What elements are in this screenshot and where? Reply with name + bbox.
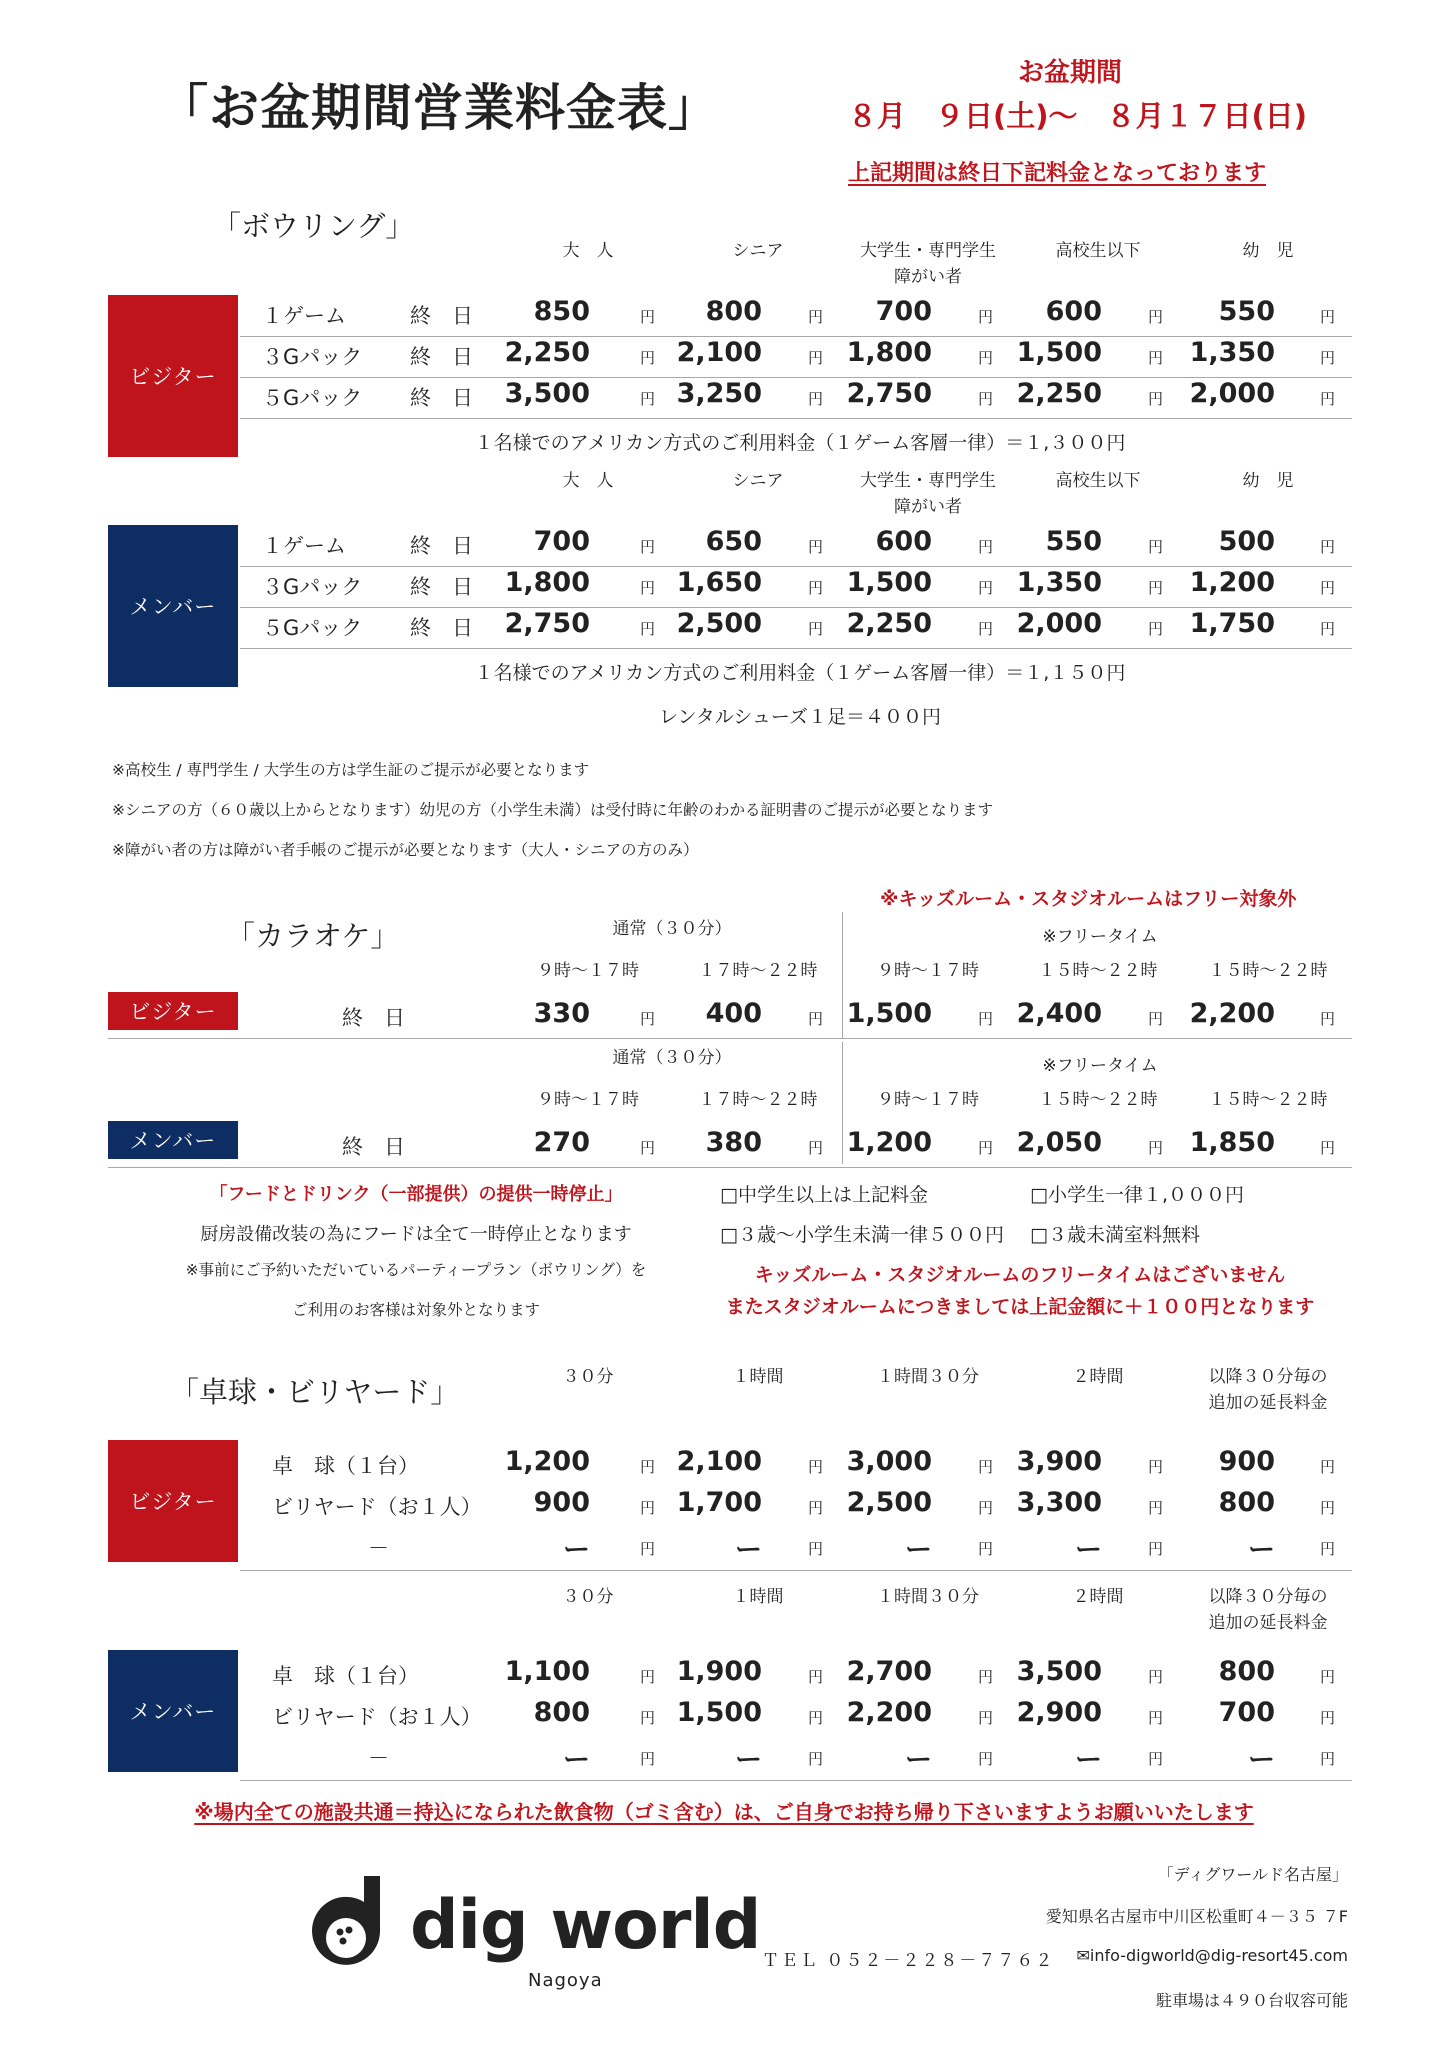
price-value: 900 [533,1487,590,1518]
yen-unit: 円 [1148,1139,1164,1157]
yen-unit: 円 [808,1139,824,1157]
price-value: 2,500 [846,1487,932,1518]
yen-unit: 円 [1320,390,1336,408]
yen-unit: 円 [640,579,656,597]
price-value: ー [735,1535,762,1566]
time-header: １７時～２２時 [698,961,818,981]
column-header: 大 人 [562,241,614,261]
yen-unit: 円 [1148,349,1164,367]
row-name: 卓 球（１台） [272,1454,419,1478]
yen-unit: 円 [978,579,994,597]
yen-unit: 円 [808,620,824,638]
billiards-title: 「卓球・ビリヤード」 [170,1375,460,1409]
karaoke-free-note: ※キッズルーム・スタジオルームはフリー対象外 [880,888,1297,910]
yen-unit: 円 [1320,1139,1336,1157]
yen-unit: 円 [1148,1668,1164,1686]
row-time: 終 日 [342,1006,405,1030]
free-label: ※フリータイム [1042,927,1158,947]
yen-unit: 円 [1148,1750,1164,1768]
price-value: 650 [705,526,762,557]
period-note: 上記期間は終日下記料金となっております [848,161,1267,186]
column-header: 以降３０分毎の 追加の延長料金 [1208,1367,1328,1413]
column-header: シニア [732,241,784,261]
check-under3: □３歳未満室料無料 [1030,1224,1200,1246]
yen-unit: 円 [808,349,824,367]
yen-unit: 円 [978,1010,994,1028]
price-value: 1,500 [846,998,932,1029]
price-value: 1,100 [504,1656,590,1687]
yen-unit: 円 [1320,1458,1336,1476]
price-value: ー [1075,1745,1102,1776]
column-header: 高校生以下 [1055,241,1141,261]
row-name: ビリヤード（お１人） [272,1705,482,1729]
yen-unit: 円 [978,1499,994,1517]
price-value: 2,100 [676,337,762,368]
price-value: 800 [533,1697,590,1728]
yen-unit: 円 [1320,579,1336,597]
price-value: 2,250 [1016,378,1102,409]
yen-unit: 円 [1148,579,1164,597]
yen-unit: 円 [640,1458,656,1476]
price-value: 800 [1218,1487,1275,1518]
price-value: 1,850 [1189,1127,1275,1158]
yen-unit: 円 [640,390,656,408]
bowling-note-2: ※シニアの方（６０歳以上からとなります）幼児の方（小学生未満）は受付時に年齢のわかる証明書のご提示が必要となります [112,801,993,819]
row-time: 終 日 [410,575,473,599]
column-header: ２時間 [1072,1367,1124,1387]
time-header: １７時～２２時 [698,1090,818,1110]
normal-label: 通常（３０分） [612,919,732,939]
yen-unit: 円 [978,1750,994,1768]
page-title: 「お盆期間営業料金表」 [158,79,719,137]
price-value: 2,750 [504,608,590,639]
bowling-note-1: ※高校生 / 専門学生 / 大学生の方は学生証のご提示が必要となります [112,761,590,779]
period-dates: ８月 ９日(土)～ ８月１７日(日) [848,99,1308,133]
price-value: 2,050 [1016,1127,1102,1158]
yen-unit: 円 [1320,620,1336,638]
column-header: 以降３０分毎の 追加の延長料金 [1208,1587,1328,1633]
yen-unit: 円 [808,1010,824,1028]
price-value: 600 [1045,296,1102,327]
row-name: １ゲーム [262,534,346,558]
yen-unit: 円 [808,538,824,556]
row-divider [240,1780,1352,1781]
yen-unit: 円 [640,538,656,556]
bowling-note-3: ※障がい者の方は障がい者手帳のご提示が必要となります（大人・シニアの方のみ） [112,841,699,859]
yen-unit: 円 [1320,349,1336,367]
yen-unit: 円 [1148,620,1164,638]
row-time: 終 日 [410,616,473,640]
row-name: 卓 球（１台） [272,1664,419,1688]
price-value: 2,200 [846,1697,932,1728]
column-header: 幼 児 [1242,241,1294,261]
price-value: 3,500 [504,378,590,409]
price-value: 2,000 [1016,608,1102,639]
column-header: 大学生・専門学生 障がい者 [860,471,996,517]
row-name: ビリヤード（お１人） [272,1495,482,1519]
price-value: 3,000 [846,1446,932,1477]
column-header: ３０分 [562,1367,614,1387]
yen-unit: 円 [808,579,824,597]
yen-unit: 円 [1320,1709,1336,1727]
price-value: 850 [533,296,590,327]
yen-unit: 円 [978,349,994,367]
yen-unit: 円 [1148,1458,1164,1476]
yen-unit: 円 [640,1709,656,1727]
price-value: 1,700 [676,1487,762,1518]
row-time: 終 日 [342,1135,405,1159]
yen-unit: 円 [1148,1540,1164,1558]
price-value: ー [1075,1535,1102,1566]
yen-unit: 円 [808,390,824,408]
price-value: ー [905,1745,932,1776]
price-value: 700 [533,526,590,557]
time-header: ９時～１７時 [537,1090,639,1110]
bowling-visitor-american: １名様でのアメリカン方式のご利用料金（１ゲーム客層一律）＝１,３００円 [474,432,1126,454]
price-value: ー [563,1745,590,1776]
yen-unit: 円 [1148,1010,1164,1028]
price-value: 1,900 [676,1656,762,1687]
yen-unit: 円 [808,1540,824,1558]
contact-address: 愛知県名古屋市中川区松重町４－３５ ７F [1045,1907,1348,1926]
yen-unit: 円 [808,308,824,326]
yen-unit: 円 [640,349,656,367]
rental-shoes: レンタルシューズ１足＝４００円 [659,706,941,728]
yen-unit: 円 [978,620,994,638]
logo-name: dig world [410,1886,761,1965]
billiards-member-badge: メンバー [108,1650,238,1772]
karaoke-member-badge: メンバー [108,1121,238,1159]
row-name: ３Gパック [262,575,363,599]
price-value: 330 [533,998,590,1029]
food-line-1: 厨房設備改装の為にフードは全て一時停止となります [200,1224,632,1245]
price-value: ー [905,1535,932,1566]
row-time: 終 日 [410,534,473,558]
yen-unit: 円 [1148,1709,1164,1727]
yen-unit: 円 [640,1750,656,1768]
price-value: 800 [1218,1656,1275,1687]
row-name: － [368,1746,389,1770]
price-value: 1,750 [1189,608,1275,639]
price-value: 3,900 [1016,1446,1102,1477]
price-value: 1,200 [1189,567,1275,598]
yen-unit: 円 [978,538,994,556]
row-divider [240,418,1352,419]
yen-unit: 円 [640,1499,656,1517]
column-header: １時間３０分 [877,1367,979,1387]
column-header: シニア [732,471,784,491]
price-value: 1,500 [1016,337,1102,368]
price-value: 1,350 [1189,337,1275,368]
logo-sub: Nagoya [528,1970,603,1991]
row-name: ３Gパック [262,345,363,369]
price-value: 380 [705,1127,762,1158]
column-header: 大 人 [562,471,614,491]
contact-tel: ＴＥＬ ０５２－２２８－７７６２ [762,1951,1055,1971]
price-value: 3,500 [1016,1656,1102,1687]
normal-label: 通常（３０分） [612,1048,732,1068]
yen-unit: 円 [1320,1010,1336,1028]
contact-email[interactable]: ✉info-digworld@dig-resort45.com [1076,1946,1348,1965]
karaoke-title: 「カラオケ」 [226,919,400,953]
price-value: 2,100 [676,1446,762,1477]
time-header: ９時～１７時 [537,961,639,981]
yen-unit: 円 [1320,1499,1336,1517]
price-value: ー [735,1745,762,1776]
price-value: 1,800 [846,337,932,368]
yen-unit: 円 [808,1709,824,1727]
yen-unit: 円 [640,1540,656,1558]
karaoke-visitor-badge: ビジター [108,992,238,1030]
row-divider [240,648,1352,649]
price-value: 700 [875,296,932,327]
price-value: 1,650 [676,567,762,598]
price-value: 2,750 [846,378,932,409]
price-value: 3,300 [1016,1487,1102,1518]
price-value: 2,500 [676,608,762,639]
yen-unit: 円 [808,1458,824,1476]
yen-unit: 円 [978,1709,994,1727]
food-title: 「フードとドリンク（一部提供）の提供一時停止」 [209,1184,623,1205]
column-header: ３０分 [562,1587,614,1607]
price-value: 2,250 [846,608,932,639]
row-name: １ゲーム [262,304,346,328]
dig-world-logo-mark [300,1870,400,1978]
yen-unit: 円 [978,1139,994,1157]
price-value: 550 [1045,526,1102,557]
time-header: ９時～１７時 [877,961,979,981]
price-value: 1,350 [1016,567,1102,598]
price-value: 900 [1218,1446,1275,1477]
row-time: 終 日 [410,386,473,410]
price-value: 1,500 [676,1697,762,1728]
yen-unit: 円 [640,1010,656,1028]
check-middle-school: □中学生以上は上記料金 [720,1184,928,1206]
time-header: １５時～２２時 [1208,961,1328,981]
price-value: 1,200 [504,1446,590,1477]
yen-unit: 円 [1148,390,1164,408]
yen-unit: 円 [1148,538,1164,556]
footer-note: ※場内全ての施設共通＝持込になられた飲食物（ゴミ含む）は、ご自身でお持ち帰り下さいますようお願いいたします [194,1800,1254,1824]
row-name: － [368,1536,389,1560]
yen-unit: 円 [1320,1540,1336,1558]
yen-unit: 円 [808,1499,824,1517]
billiards-visitor-badge: ビジター [108,1440,238,1562]
price-value: 800 [705,296,762,327]
kids-line-2: またスタジオルームにつきましては上記金額に＋１００円となります [725,1296,1315,1318]
free-label: ※フリータイム [1042,1056,1158,1076]
price-value: 2,200 [1189,998,1275,1029]
price-value: 1,500 [846,567,932,598]
kids-line-1: キッズルーム・スタジオルームのフリータイムはございません [754,1264,1286,1286]
row-name: ５Gパック [262,386,363,410]
contact-parking: 駐車場は４９０台収容可能 [1155,1991,1348,2010]
column-header: 幼 児 [1242,471,1294,491]
price-value: 2,900 [1016,1697,1102,1728]
bowling-title: 「ボウリング」 [212,209,415,243]
check-elementary: □小学生一律１,０００円 [1030,1184,1244,1206]
column-header: ２時間 [1072,1587,1124,1607]
check-age3-elementary: □３歳～小学生未満一律５００円 [720,1224,1004,1246]
price-value: ー [563,1535,590,1566]
yen-unit: 円 [978,1458,994,1476]
yen-unit: 円 [1320,1668,1336,1686]
price-value: 400 [705,998,762,1029]
price-value: 1,200 [846,1127,932,1158]
price-value: ー [1248,1535,1275,1566]
column-header: 高校生以下 [1055,471,1141,491]
time-header: １５時～２２時 [1038,961,1158,981]
yen-unit: 円 [978,390,994,408]
yen-unit: 円 [808,1668,824,1686]
yen-unit: 円 [1320,1750,1336,1768]
price-value: 1,800 [504,567,590,598]
price-value: 500 [1218,526,1275,557]
time-header: １５時～２２時 [1038,1090,1158,1110]
yen-unit: 円 [978,1668,994,1686]
yen-unit: 円 [1148,308,1164,326]
column-header: １時間 [732,1587,784,1607]
row-name: ５Gパック [262,616,363,640]
price-value: 2,700 [846,1656,932,1687]
price-value: 2,250 [504,337,590,368]
yen-unit: 円 [640,1668,656,1686]
column-header: 大学生・専門学生 障がい者 [860,241,996,287]
column-header: １時間３０分 [877,1587,979,1607]
food-line-2: ※事前にご予約いただいているパーティープラン（ボウリング）を [185,1261,647,1279]
price-value: 3,250 [676,378,762,409]
contact-company: 「ディグワールド名古屋」 [1157,1865,1348,1884]
bowling-visitor-badge: ビジター [108,295,238,457]
price-value: 550 [1218,296,1275,327]
price-value: ー [1248,1745,1275,1776]
yen-unit: 円 [978,308,994,326]
yen-unit: 円 [808,1750,824,1768]
yen-unit: 円 [640,308,656,326]
price-value: 2,000 [1189,378,1275,409]
column-header: １時間 [732,1367,784,1387]
yen-unit: 円 [978,1540,994,1558]
time-header: ９時～１７時 [877,1090,979,1110]
period-label: お盆期間 [1018,58,1123,88]
yen-unit: 円 [1148,1499,1164,1517]
price-value: 700 [1218,1697,1275,1728]
yen-unit: 円 [640,1139,656,1157]
price-value: 600 [875,526,932,557]
yen-unit: 円 [1320,538,1336,556]
row-divider [108,1167,1352,1168]
bowling-member-badge: メンバー [108,525,238,687]
price-value: 2,400 [1016,998,1102,1029]
food-line-3: ご利用のお客様は対象外となります [291,1301,540,1319]
time-header: １５時～２２時 [1208,1090,1328,1110]
yen-unit: 円 [640,620,656,638]
row-time: 終 日 [410,345,473,369]
row-divider [108,1038,1352,1039]
price-value: 270 [533,1127,590,1158]
row-time: 終 日 [410,304,473,328]
bowling-member-american: １名様でのアメリカン方式のご利用料金（１ゲーム客層一律）＝１,１５０円 [474,662,1126,684]
row-divider [240,1570,1352,1571]
yen-unit: 円 [1320,308,1336,326]
